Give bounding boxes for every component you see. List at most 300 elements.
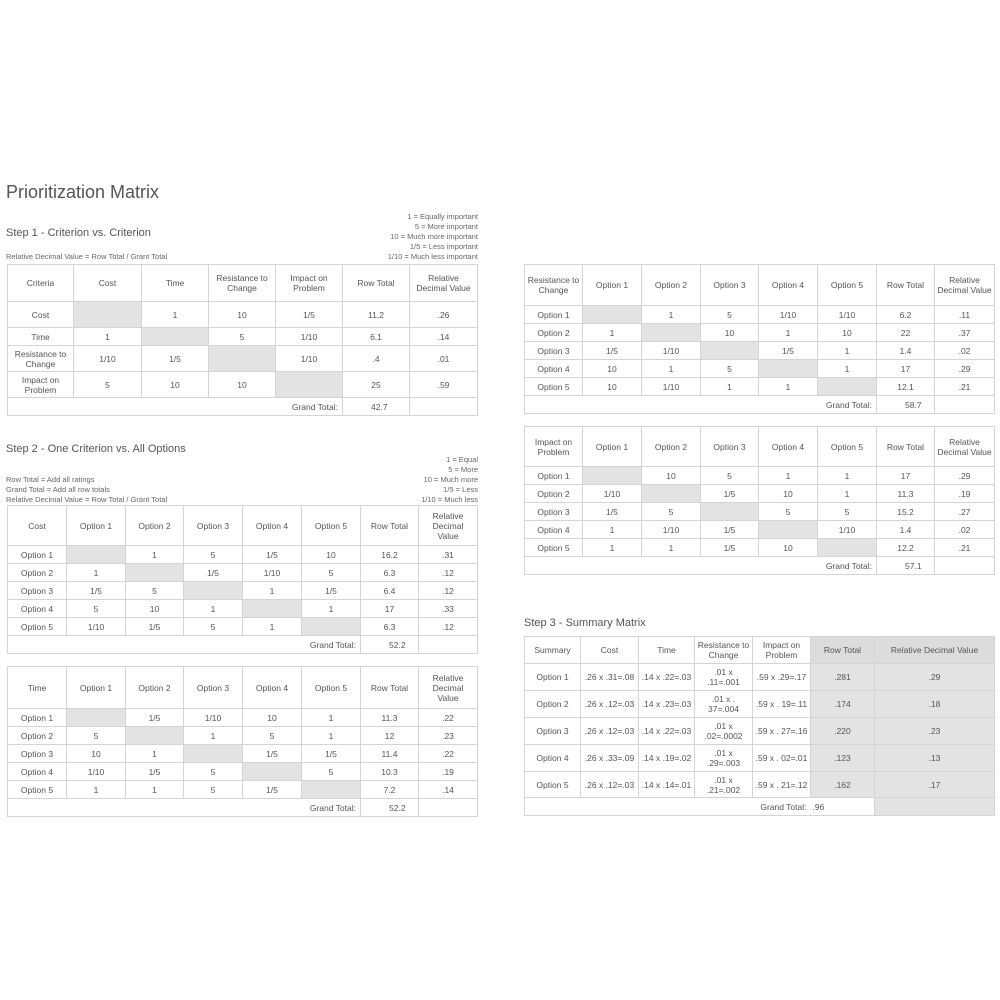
table-cell: 1 bbox=[759, 324, 818, 342]
table-cell: .22 bbox=[419, 709, 478, 727]
table-cell: 5 bbox=[209, 328, 276, 346]
table-cell: 10.3 bbox=[361, 763, 419, 781]
table-cell: .01 bbox=[410, 346, 478, 372]
table-cell: .26 x .12=.03 bbox=[581, 718, 639, 745]
column-header-resistance-to-change: Resistance to Change bbox=[525, 265, 583, 306]
table-cell: .18 bbox=[875, 691, 995, 718]
table-cell: 5 bbox=[302, 564, 361, 582]
table-cell: 5 bbox=[184, 763, 243, 781]
header-row bbox=[8, 506, 478, 546]
table-cell: 5 bbox=[302, 763, 361, 781]
table-cell: 1 bbox=[126, 745, 184, 763]
table-cell: 1 bbox=[642, 539, 701, 557]
table-cell: 5 bbox=[818, 503, 877, 521]
grand-total-row bbox=[525, 557, 995, 575]
grand-total-value: 52.2 bbox=[361, 636, 419, 654]
table-cell bbox=[302, 781, 361, 799]
table-cell bbox=[583, 306, 642, 324]
table-row bbox=[8, 745, 478, 763]
row-label: Option 2 bbox=[525, 324, 583, 342]
grand-total-row bbox=[8, 636, 478, 654]
table-cell: 5 bbox=[67, 727, 126, 745]
table-cell: 1/5 bbox=[243, 745, 302, 763]
grand-total-label: Grand Total: bbox=[8, 636, 361, 654]
table-cell: 5 bbox=[243, 727, 302, 745]
table-cell: .23 bbox=[419, 727, 478, 745]
grand-total-empty-cell bbox=[935, 396, 995, 414]
grand-total-empty-cell bbox=[419, 636, 478, 654]
table-cell: .26 x .31=.08 bbox=[581, 664, 639, 691]
table-cell bbox=[818, 539, 877, 557]
table-cell: .01 x . 37=.004 bbox=[695, 691, 753, 718]
table-cell bbox=[126, 727, 184, 745]
grand-total-row bbox=[8, 799, 478, 817]
table-cell: .37 bbox=[935, 324, 995, 342]
grand-total-row bbox=[525, 798, 995, 816]
grand-total-empty-cell bbox=[935, 557, 995, 575]
table-cell: .13 bbox=[875, 745, 995, 772]
legend-line: 1/5 = Less important bbox=[409, 242, 478, 251]
table-cell: .12 bbox=[419, 564, 478, 582]
table-cell: 15.2 bbox=[877, 503, 935, 521]
header-row bbox=[8, 265, 478, 302]
table-cell: .21 bbox=[935, 378, 995, 396]
note-line: Relative Decimal Value = Row Total / Grant Total bbox=[6, 495, 168, 504]
table-row bbox=[525, 539, 995, 557]
column-header-row-total: Row Total bbox=[877, 427, 935, 467]
column-header-row-total: Row Total bbox=[811, 637, 875, 664]
table-cell: .26 x .33=.09 bbox=[581, 745, 639, 772]
table-cell: 5 bbox=[184, 781, 243, 799]
table-cell: 1 bbox=[302, 600, 361, 618]
table-row bbox=[525, 485, 995, 503]
grand-total-value: 58.7 bbox=[877, 396, 935, 414]
column-header-option-5: Option 5 bbox=[302, 667, 361, 709]
table-cell: 1/5 bbox=[583, 342, 642, 360]
table-row bbox=[8, 546, 478, 564]
row-label: Option 4 bbox=[8, 600, 67, 618]
cost-options-matrix bbox=[7, 505, 478, 654]
step1-legend bbox=[370, 212, 478, 262]
table-cell: 1 bbox=[583, 324, 642, 342]
table-cell: 1/5 bbox=[243, 781, 302, 799]
table-cell bbox=[243, 600, 302, 618]
table-row bbox=[8, 600, 478, 618]
table-cell: 1/10 bbox=[276, 328, 343, 346]
table-cell: .29 bbox=[935, 360, 995, 378]
table-cell: 6.3 bbox=[361, 618, 419, 636]
column-header-option-1: Option 1 bbox=[583, 427, 642, 467]
row-label: Option 4 bbox=[525, 521, 583, 539]
table-cell: .27 bbox=[935, 503, 995, 521]
table-cell: .12 bbox=[419, 618, 478, 636]
grand-total-empty-cell bbox=[419, 799, 478, 817]
criterion-matrix bbox=[7, 264, 478, 416]
table-cell bbox=[126, 564, 184, 582]
column-header-option-3: Option 3 bbox=[701, 427, 759, 467]
table-row bbox=[8, 302, 478, 328]
table-row bbox=[525, 378, 995, 396]
row-label: Option 3 bbox=[8, 582, 67, 600]
column-header-option-5: Option 5 bbox=[818, 265, 877, 306]
table-cell: 17 bbox=[361, 600, 419, 618]
table-cell: 1/5 bbox=[184, 564, 243, 582]
table-row bbox=[525, 467, 995, 485]
row-label: Option 5 bbox=[525, 378, 583, 396]
table-cell: .59 x . 21=.12 bbox=[753, 772, 811, 798]
row-label: Option 2 bbox=[525, 691, 581, 718]
column-header-relative-decimal-value: Relative Decimal Value bbox=[935, 427, 995, 467]
table-cell: 10 bbox=[583, 360, 642, 378]
table-cell: 1/10 bbox=[67, 618, 126, 636]
step1-note: Relative Decimal Value = Row Total / Grant Total bbox=[6, 252, 168, 261]
table-cell: 10 bbox=[701, 324, 759, 342]
column-header-time: Time bbox=[142, 265, 209, 302]
column-header-resistance-to-change: Resistance to Change bbox=[695, 637, 753, 664]
table-cell bbox=[701, 503, 759, 521]
table-cell: .23 bbox=[875, 718, 995, 745]
table-cell: 1/5 bbox=[583, 503, 642, 521]
table-row bbox=[525, 664, 995, 691]
grand-total-value: 42.7 bbox=[343, 398, 410, 416]
step2-heading: Step 2 - One Criterion vs. All Options bbox=[6, 443, 186, 455]
column-header-option-1: Option 1 bbox=[67, 667, 126, 709]
table-cell: 5 bbox=[184, 546, 243, 564]
table-cell: 1 bbox=[701, 378, 759, 396]
table-cell bbox=[209, 346, 276, 372]
table-cell: 12 bbox=[361, 727, 419, 745]
legend-line: 1/10 = Much less important bbox=[387, 252, 478, 261]
table-cell: 7.2 bbox=[361, 781, 419, 799]
table-row bbox=[8, 709, 478, 727]
table-cell: 1/10 bbox=[642, 342, 701, 360]
table-cell: .14 x .22=.03 bbox=[639, 664, 695, 691]
table-cell bbox=[642, 324, 701, 342]
table-cell: 5 bbox=[67, 600, 126, 618]
column-header-option-2: Option 2 bbox=[642, 265, 701, 306]
table-cell: 1 bbox=[818, 342, 877, 360]
table-cell: 11.4 bbox=[361, 745, 419, 763]
column-header-option-4: Option 4 bbox=[243, 506, 302, 546]
table-cell: 1.4 bbox=[877, 521, 935, 539]
table-cell: 1/10 bbox=[818, 306, 877, 324]
table-cell: 6.3 bbox=[361, 564, 419, 582]
table-cell: 1 bbox=[759, 378, 818, 396]
step1-heading: Step 1 - Criterion vs. Criterion bbox=[6, 227, 151, 239]
table-cell: 1 bbox=[126, 546, 184, 564]
row-label: Option 5 bbox=[525, 539, 583, 557]
table-cell: .02 bbox=[935, 521, 995, 539]
table-cell: .01 x .21=.002 bbox=[695, 772, 753, 798]
table-cell bbox=[276, 372, 343, 398]
row-label: Resistance to Change bbox=[8, 346, 74, 372]
column-header-row-total: Row Total bbox=[877, 265, 935, 306]
column-header-cost: Cost bbox=[8, 506, 67, 546]
table-cell: 1/5 bbox=[126, 618, 184, 636]
row-label: Option 3 bbox=[8, 745, 67, 763]
table-cell: 1 bbox=[184, 727, 243, 745]
step3-heading: Step 3 - Summary Matrix bbox=[524, 617, 646, 629]
legend-line: 1/10 = Much less bbox=[421, 495, 478, 504]
header-row bbox=[525, 637, 995, 664]
legend-line: 5 = More bbox=[448, 465, 478, 474]
table-row bbox=[525, 503, 995, 521]
column-header-option-2: Option 2 bbox=[642, 427, 701, 467]
table-cell: .17 bbox=[875, 772, 995, 798]
column-header-time: Time bbox=[639, 637, 695, 664]
table-cell: 25 bbox=[343, 372, 410, 398]
table-cell: 1/10 bbox=[583, 485, 642, 503]
table-cell: 5 bbox=[759, 503, 818, 521]
table-row bbox=[525, 306, 995, 324]
grand-total-label: Grand Total: bbox=[525, 396, 877, 414]
note-line: Grand Total = Add all row totals bbox=[6, 485, 110, 494]
row-label: Option 5 bbox=[525, 772, 581, 798]
summary-fill-cell bbox=[875, 798, 995, 816]
table-cell: 11.3 bbox=[877, 485, 935, 503]
row-label: Time bbox=[8, 328, 74, 346]
table-cell: 10 bbox=[759, 539, 818, 557]
table-cell: 5 bbox=[126, 582, 184, 600]
table-row bbox=[8, 564, 478, 582]
table-cell: 1/10 bbox=[642, 378, 701, 396]
legend-line: 10 = Much more important bbox=[390, 232, 478, 241]
table-cell: 1 bbox=[642, 360, 701, 378]
table-cell: .01 x .02=.0002 bbox=[695, 718, 753, 745]
header-row bbox=[525, 265, 995, 306]
column-header-criteria: Criteria bbox=[8, 265, 74, 302]
row-label: Option 3 bbox=[525, 342, 583, 360]
table-cell: .59 x . 27=.16 bbox=[753, 718, 811, 745]
table-cell: 1 bbox=[759, 467, 818, 485]
column-header-row-total: Row Total bbox=[343, 265, 410, 302]
table-cell: 5 bbox=[74, 372, 142, 398]
table-cell: .59 x . 02=.01 bbox=[753, 745, 811, 772]
table-cell: .19 bbox=[419, 763, 478, 781]
table-cell: 12.1 bbox=[877, 378, 935, 396]
table-cell: 1 bbox=[818, 485, 877, 503]
grand-total-label: Grand Total: bbox=[525, 798, 811, 816]
column-header-cost: Cost bbox=[74, 265, 142, 302]
header-row bbox=[8, 667, 478, 709]
table-cell: 5 bbox=[701, 306, 759, 324]
table-cell bbox=[142, 328, 209, 346]
table-cell: 1/5 bbox=[142, 346, 209, 372]
header-row bbox=[525, 427, 995, 467]
table-cell bbox=[184, 745, 243, 763]
column-header-option-1: Option 1 bbox=[67, 506, 126, 546]
table-cell: .220 bbox=[811, 718, 875, 745]
table-cell: 10 bbox=[209, 302, 276, 328]
table-cell: .26 x .12=.03 bbox=[581, 691, 639, 718]
column-header-relative-decimal-value: Relative Decimal Value bbox=[419, 667, 478, 709]
table-cell: .14 x .23=.03 bbox=[639, 691, 695, 718]
column-header-impact-on-problem: Impact on Problem bbox=[525, 427, 583, 467]
legend-line: 1 = Equal bbox=[446, 455, 478, 464]
row-label: Option 1 bbox=[8, 546, 67, 564]
table-cell bbox=[759, 521, 818, 539]
table-cell: 6.2 bbox=[877, 306, 935, 324]
column-header-time: Time bbox=[8, 667, 67, 709]
row-label: Option 2 bbox=[8, 564, 67, 582]
table-row bbox=[8, 372, 478, 398]
table-cell: 1 bbox=[583, 539, 642, 557]
column-header-summary: Summary bbox=[525, 637, 581, 664]
table-row bbox=[8, 582, 478, 600]
table-row bbox=[525, 360, 995, 378]
table-cell: 1/10 bbox=[67, 763, 126, 781]
column-header-resistance-to-change: Resistance to Change bbox=[209, 265, 276, 302]
step2-legend bbox=[380, 455, 478, 505]
table-cell: 1 bbox=[142, 302, 209, 328]
column-header-option-3: Option 3 bbox=[184, 667, 243, 709]
table-cell: .29 bbox=[875, 664, 995, 691]
table-cell: 17 bbox=[877, 360, 935, 378]
column-header-impact-on-problem: Impact on Problem bbox=[753, 637, 811, 664]
table-cell: .14 x .19=.02 bbox=[639, 745, 695, 772]
table-cell: 1/5 bbox=[302, 582, 361, 600]
table-cell: 1 bbox=[818, 467, 877, 485]
table-cell: 1/5 bbox=[302, 745, 361, 763]
table-row bbox=[8, 781, 478, 799]
table-cell: 10 bbox=[209, 372, 276, 398]
column-header-impact-on-problem: Impact on Problem bbox=[276, 265, 343, 302]
table-cell bbox=[583, 467, 642, 485]
table-cell: 1/5 bbox=[243, 546, 302, 564]
table-row bbox=[525, 324, 995, 342]
table-cell: 5 bbox=[642, 503, 701, 521]
table-cell: 5 bbox=[184, 618, 243, 636]
table-cell: .174 bbox=[811, 691, 875, 718]
table-cell: 1 bbox=[583, 521, 642, 539]
table-cell: 10 bbox=[642, 467, 701, 485]
table-cell: 1 bbox=[67, 781, 126, 799]
table-row bbox=[525, 772, 995, 798]
table-cell: 1 bbox=[67, 564, 126, 582]
table-cell: 1.4 bbox=[877, 342, 935, 360]
table-cell: 1 bbox=[243, 618, 302, 636]
table-cell: .4 bbox=[343, 346, 410, 372]
column-header-option-3: Option 3 bbox=[701, 265, 759, 306]
page-title: Prioritization Matrix bbox=[6, 182, 160, 202]
table-row bbox=[525, 342, 995, 360]
table-cell: 1/10 bbox=[276, 346, 343, 372]
grand-total-value: .96 bbox=[811, 798, 875, 816]
grand-total-label: Grand Total: bbox=[8, 398, 343, 416]
table-cell: 17 bbox=[877, 467, 935, 485]
table-cell bbox=[243, 763, 302, 781]
table-cell: .12 bbox=[419, 582, 478, 600]
step2-notes bbox=[6, 475, 167, 505]
table-cell: 6.1 bbox=[343, 328, 410, 346]
table-cell: .21 bbox=[935, 539, 995, 557]
table-cell: 1/10 bbox=[818, 521, 877, 539]
table-cell: 1/10 bbox=[759, 306, 818, 324]
table-cell: 10 bbox=[142, 372, 209, 398]
column-header-relative-decimal-value: Relative Decimal Value bbox=[875, 637, 995, 664]
table-cell: 5 bbox=[701, 360, 759, 378]
legend-line: 1/5 = Less bbox=[443, 485, 478, 494]
column-header-option-4: Option 4 bbox=[243, 667, 302, 709]
resistance-options-matrix bbox=[524, 264, 995, 414]
table-cell bbox=[184, 582, 243, 600]
impact-options-matrix bbox=[524, 426, 995, 575]
table-cell: .14 bbox=[410, 328, 478, 346]
table-cell: 1 bbox=[302, 727, 361, 745]
column-header-cost: Cost bbox=[581, 637, 639, 664]
table-cell: .02 bbox=[935, 342, 995, 360]
table-cell: 16.2 bbox=[361, 546, 419, 564]
table-row bbox=[8, 618, 478, 636]
table-cell: 1/10 bbox=[184, 709, 243, 727]
row-label: Option 4 bbox=[525, 360, 583, 378]
table-cell bbox=[818, 378, 877, 396]
table-cell: 10 bbox=[243, 709, 302, 727]
table-cell: .26 bbox=[410, 302, 478, 328]
table-cell: .19 bbox=[935, 485, 995, 503]
table-cell: 10 bbox=[67, 745, 126, 763]
row-label: Option 2 bbox=[8, 727, 67, 745]
grand-total-value: 57.1 bbox=[877, 557, 935, 575]
table-cell: 1 bbox=[184, 600, 243, 618]
table-cell: 5 bbox=[701, 467, 759, 485]
row-label: Option 4 bbox=[8, 763, 67, 781]
table-cell: 1 bbox=[642, 306, 701, 324]
column-header-option-4: Option 4 bbox=[759, 265, 818, 306]
table-cell: 10 bbox=[126, 600, 184, 618]
table-cell: 1/5 bbox=[126, 763, 184, 781]
row-label: Option 1 bbox=[525, 467, 583, 485]
table-cell: .11 bbox=[935, 306, 995, 324]
table-row bbox=[525, 745, 995, 772]
table-cell: 1 bbox=[243, 582, 302, 600]
column-header-relative-decimal-value: Relative Decimal Value bbox=[935, 265, 995, 306]
table-cell: 6.4 bbox=[361, 582, 419, 600]
legend-line: 1 = Equally important bbox=[407, 212, 478, 221]
table-cell: .14 x .14=.01 bbox=[639, 772, 695, 798]
table-cell: .31 bbox=[419, 546, 478, 564]
table-cell: 1 bbox=[302, 709, 361, 727]
row-label: Option 5 bbox=[8, 781, 67, 799]
table-cell: 1/5 bbox=[701, 539, 759, 557]
table-row bbox=[8, 727, 478, 745]
table-cell: 10 bbox=[759, 485, 818, 503]
table-cell: .59 x .29=.17 bbox=[753, 664, 811, 691]
row-label: Option 1 bbox=[8, 709, 67, 727]
table-cell: 1/5 bbox=[126, 709, 184, 727]
table-row bbox=[8, 763, 478, 781]
table-cell bbox=[67, 546, 126, 564]
column-header-relative-decimal-value: Relative Decimal Value bbox=[410, 265, 478, 302]
table-cell: 1 bbox=[126, 781, 184, 799]
column-header-option-2: Option 2 bbox=[126, 506, 184, 546]
time-options-matrix bbox=[7, 666, 478, 817]
table-cell: 12.2 bbox=[877, 539, 935, 557]
table-cell: 11.3 bbox=[361, 709, 419, 727]
column-header-relative-decimal-value: Relative Decimal Value bbox=[419, 506, 478, 546]
table-cell bbox=[642, 485, 701, 503]
table-row bbox=[8, 346, 478, 372]
table-cell: .26 x .12=.03 bbox=[581, 772, 639, 798]
column-header-option-2: Option 2 bbox=[126, 667, 184, 709]
table-cell: .123 bbox=[811, 745, 875, 772]
note-line: Row Total = Add all ratings bbox=[6, 475, 95, 484]
table-cell bbox=[67, 709, 126, 727]
column-header-row-total: Row Total bbox=[361, 667, 419, 709]
row-label: Cost bbox=[8, 302, 74, 328]
table-cell: .162 bbox=[811, 772, 875, 798]
table-cell: .14 x .22=.03 bbox=[639, 718, 695, 745]
